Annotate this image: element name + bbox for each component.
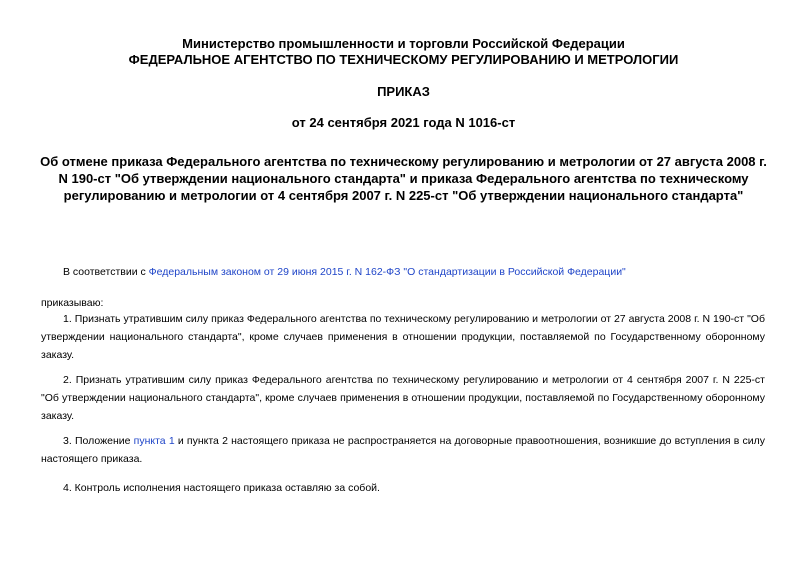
- preamble-text: В соответствии с: [63, 266, 149, 278]
- order-item-2: 2. Признать утратившим силу приказ Федерального агентства по техническому регулированию и метрологии от 4 сентября 2007 г. N 225-ст "Об утверждении национального стандарта", кроме случаев применения в отношении продукции, поставляемой по Государственному оборонному заказу.: [41, 374, 765, 422]
- order-word: приказываю:: [41, 297, 104, 309]
- item3-prefix: 3. Положение: [63, 435, 134, 447]
- document-date-number: от 24 сентября 2021 года N 1016-ст: [291, 115, 516, 130]
- federal-law-link[interactable]: Федеральным законом от 29 июня 2015 г. N 162-ФЗ "О стандартизации в Российской Федерации": [148, 266, 626, 278]
- item1-reference-link[interactable]: пункта 1: [133, 435, 175, 447]
- document-title: Об отмене приказа Федерального агентства по техническому регулированию и метрологии от 27 августа 2008 г. N 190-ст "Об утверждении национального стандарта" и приказа Федерального агентства по техническому регулированию и метрологии от 4 сентября 2007 г. N 225-ст "Об утверждении национального стандарта": [40, 154, 767, 203]
- item3-suffix: и пункта 2 настоящего приказа не распространяется на договорные правоотношения, возникшие до вступления в силу настоящего приказа.: [41, 435, 765, 465]
- order-item-1: 1. Признать утратившим силу приказ Федерального агентства по техническому регулированию и метрологии от 27 августа 2008 г. N 190-ст "Об утверждении национального стандарта", кроме случаев применения в отношении продукции, поставляемой по Государственному оборонному заказу.: [41, 313, 765, 361]
- document-type: ПРИКАЗ: [377, 84, 430, 99]
- order-item-3: [41, 432, 765, 468]
- agency-name: ФЕДЕРАЛЬНОЕ АГЕНТСТВО ПО ТЕХНИЧЕСКОМУ РЕГУЛИРОВАНИЮ И МЕТРОЛОГИИ: [128, 52, 679, 67]
- order-item-4: 4. Контроль исполнения настоящего приказа оставляю за собой.: [63, 482, 380, 494]
- ministry-name: Министерство промышленности и торговли Российской Федерации: [182, 36, 625, 51]
- preamble-paragraph: [41, 263, 765, 281]
